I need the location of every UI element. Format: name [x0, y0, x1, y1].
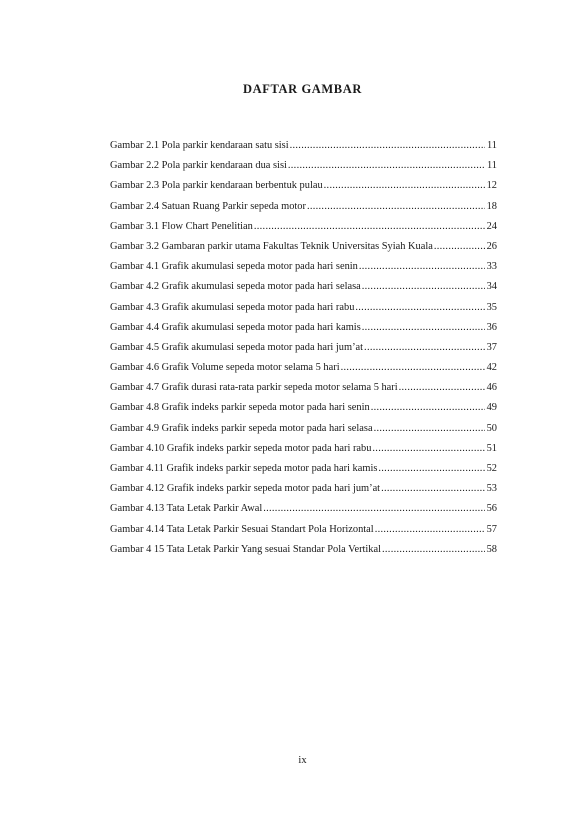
- toc-entry[interactable]: [110, 322, 497, 342]
- dot-leader: [382, 544, 485, 555]
- toc-entry[interactable]: [110, 483, 497, 503]
- toc-entry-page: 11: [486, 160, 497, 172]
- toc-entry[interactable]: [110, 524, 497, 544]
- list-of-figures: [110, 140, 497, 564]
- toc-entry[interactable]: [110, 180, 497, 200]
- toc-entry[interactable]: [110, 241, 497, 261]
- toc-entry[interactable]: [110, 362, 497, 382]
- toc-entry-page: 57: [486, 523, 497, 535]
- toc-entry-page: 49: [486, 402, 497, 414]
- toc-entry[interactable]: [110, 140, 497, 160]
- toc-entry[interactable]: [110, 382, 497, 402]
- toc-entry-label: Gambar 4.13 Tata Letak Parkir Awal: [110, 503, 263, 515]
- toc-entry-page: 37: [486, 341, 497, 353]
- toc-entry-label: Gambar 4.11 Grafik indeks parkir sepeda motor pada hari kamis: [110, 463, 378, 474]
- dot-leader: [375, 524, 485, 535]
- toc-entry-page: 46: [486, 382, 497, 394]
- toc-entry-label: Gambar 4.8 Grafik indeks parkir sepeda motor pada hari senin: [110, 402, 370, 414]
- dot-leader: [372, 443, 484, 454]
- toc-entry-page: 24: [486, 220, 497, 232]
- toc-entry[interactable]: [110, 302, 497, 322]
- toc-entry-label: Gambar 3.2 Gambaran parkir utama Fakultas Teknik Universitas Syiah Kuala: [110, 240, 433, 252]
- dot-leader: [355, 302, 484, 313]
- dot-leader: [290, 140, 485, 151]
- toc-entry-label: Gambar 2.3 Pola parkir kendaraan berbentuk pulau: [110, 180, 323, 192]
- dot-leader: [371, 402, 485, 413]
- toc-entry-label: Gambar 4.9 Grafik indeks parkir sepeda motor pada hari selasa: [110, 422, 373, 434]
- dot-leader: [263, 503, 484, 514]
- toc-entry-page: 18: [486, 200, 497, 212]
- toc-entry-label: Gambar 4.5 Grafik akumulasi sepeda motor pada hari jum’at: [110, 341, 364, 353]
- toc-entry[interactable]: [110, 221, 497, 241]
- toc-entry-page: 51: [486, 442, 497, 454]
- toc-entry-page: 56: [486, 503, 497, 515]
- toc-entry-page: 33: [486, 261, 497, 273]
- toc-entry-page: 52: [486, 463, 497, 474]
- toc-entry-page: 12: [486, 180, 497, 192]
- dot-leader: [254, 221, 485, 232]
- toc-entry[interactable]: [110, 160, 497, 180]
- toc-entry[interactable]: [110, 443, 497, 463]
- dot-leader: [434, 241, 485, 252]
- toc-entry[interactable]: [110, 201, 497, 221]
- toc-entry-label: Gambar 4.6 Grafik Volume sepeda motor selama 5 hari: [110, 362, 340, 374]
- toc-entry-label: Gambar 4.1 Grafik akumulasi sepeda motor pada hari senin: [110, 261, 358, 273]
- toc-entry-label: Gambar 4.12 Grafik indeks parkir sepeda motor pada hari jum’at: [110, 483, 381, 495]
- toc-entry-page: 34: [486, 281, 497, 293]
- toc-entry[interactable]: [110, 544, 497, 564]
- toc-entry[interactable]: [110, 503, 497, 523]
- dot-leader: [362, 281, 485, 292]
- dot-leader: [307, 201, 485, 212]
- toc-entry-label: Gambar 3.1 Flow Chart Penelitian: [110, 220, 253, 232]
- page-number: ix: [298, 755, 307, 766]
- toc-entry[interactable]: [110, 402, 497, 422]
- toc-entry-page: 58: [486, 543, 497, 555]
- toc-entry-page: 11: [486, 140, 497, 151]
- toc-entry[interactable]: [110, 463, 497, 483]
- toc-entry[interactable]: [110, 281, 497, 301]
- toc-entry-label: Gambar 4.7 Grafik durasi rata-rata parkir sepeda motor selama 5 hari: [110, 382, 398, 394]
- toc-entry-label: Gambar 4.4 Grafik akumulasi sepeda motor pada hari kamis: [110, 321, 361, 333]
- toc-entry-page: 50: [486, 422, 497, 434]
- toc-entry-label: Gambar 4.2 Grafik akumulasi sepeda motor pada hari selasa: [110, 281, 361, 293]
- dot-leader: [341, 362, 485, 373]
- toc-entry-label: Gambar 4.3 Grafik akumulasi sepeda motor pada hari rabu: [110, 301, 355, 313]
- dot-leader: [378, 463, 484, 474]
- toc-entry-label: Gambar 2.4 Satuan Ruang Parkir sepeda motor: [110, 200, 306, 212]
- dot-leader: [374, 423, 485, 434]
- dot-leader: [364, 342, 485, 353]
- toc-entry-label: Gambar 2.1 Pola parkir kendaraan satu sisi: [110, 140, 289, 151]
- dot-leader: [359, 261, 485, 272]
- toc-entry-page: 26: [486, 240, 497, 252]
- toc-entry-label: Gambar 4.14 Tata Letak Parkir Sesuai Standart Pola Horizontal: [110, 523, 374, 535]
- toc-entry-label: Gambar 4 15 Tata Letak Parkir Yang sesuai Standar Pola Vertikal: [110, 543, 382, 555]
- toc-entry-page: 53: [486, 483, 497, 495]
- toc-entry-page: 36: [486, 321, 497, 333]
- dot-leader: [381, 483, 485, 494]
- toc-entry-page: 42: [486, 362, 497, 374]
- toc-entry-label: Gambar 4.10 Grafik indeks parkir sepeda motor pada hari rabu: [110, 442, 372, 454]
- toc-entry-page: 35: [486, 301, 497, 313]
- toc-entry[interactable]: [110, 261, 497, 281]
- dot-leader: [362, 322, 485, 333]
- dot-leader: [324, 180, 485, 191]
- toc-entry-label: Gambar 2.2 Pola parkir kendaraan dua sisi: [110, 160, 287, 172]
- toc-entry[interactable]: [110, 342, 497, 362]
- dot-leader: [399, 382, 485, 393]
- page-title: DAFTAR GAMBAR: [242, 82, 363, 96]
- dot-leader: [288, 160, 485, 171]
- toc-entry[interactable]: [110, 423, 497, 443]
